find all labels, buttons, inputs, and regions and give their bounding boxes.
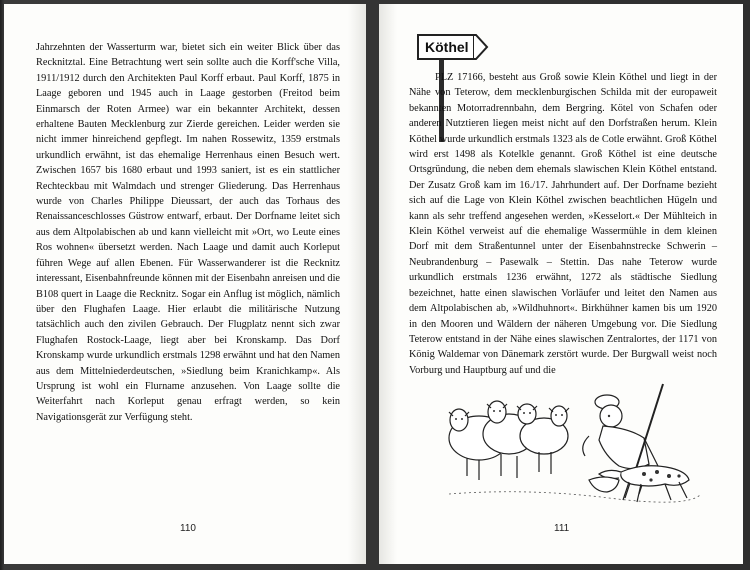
signpost-arrow-icon bbox=[473, 34, 489, 60]
sheep-hunter-dog-illustration bbox=[439, 376, 709, 506]
right-paragraph: PLZ 17166, besteht aus Groß sowie Klein Köthel und liegt in der Nähe von Teterow, dem mecklenburgischen Schilda mit der europaweit bekannten Motorradrennbahn, dem Bergring. Kötel von Schafen oder anderen Nutztieren liegen meist nicht auf den Dorfstraßen herum. Klein Köthel wurde urkundlich erstmals 1323 als de Cotle erwähnt. Groß Köthel wird erst 1498 als Kotelkle genannt. Groß Köthel ist eine deutsche Ortsgründung, die neben dem ehemals slawischen Klein Köthel entstand. Der Zusatz Groß kam im 16./17. Jahrhundert auf. Der Dorfname bezieht sich auf die Lage von Klein Köthel zwischen beachtlichen Hügeln und kann als sehr treffend angesehen werden, »Kesselort.« Der Mühlteich in Klein Köthel verweist auf die ehemalige Wassermühle in dem kleinen Dorf mit dem Straßentunnel unter der Eisenbahnstrecke Schwerin – Neubrandenburg – Pasewalk – Stettin. Das nahe Teterow wurde urkundlich erstmals 1236 erwähnt, 1272 als städtische Siedlung bezeichnet, hatte einen slawischen Vorläufer und leitet den Namen aus dem Altpolabischen ab, »Wildhuhnort«. Birkhühner kamen bis um 1920 in den Mooren und Wäldern der näheren Umgebung vor. Die Siedlung Teterow entstand in der Nähe eines slawischen Zentralortes, der 1171 von König Waldemar von Dänemark zerstört wurde. Der Burgwall weist noch Vorburg und Hauptburg auf und die bbox=[409, 72, 717, 376]
left-page bbox=[4, 4, 366, 564]
left-page-text bbox=[36, 40, 340, 425]
page-number-right: 111 bbox=[554, 523, 570, 534]
right-page-text bbox=[409, 70, 717, 378]
section-title: Köthel bbox=[417, 34, 475, 60]
right-page bbox=[379, 4, 743, 564]
page-number-left: 110 bbox=[180, 523, 196, 534]
left-paragraph: Jahrzehnten der Wasserturm war, bietet sich ein weiter Blick über das Recknitztal. Eine Betrachtung wert sein sollte auch die Korff'sche Villa, 1911/1912 durch den Architekten Paul Korff erbaut. Paul Korff, 1875 in Laage geboren und 1945 auch in Laage gestorben (Freitod beim Einmarsch der Roten Armee) war ein bekannter Architekt, dessen erhaltene Bauten Mecklenburg zur Zierde gereichen. Leider werden sie nicht immer hinreichend gepflegt. Im nahen Rossewitz, 1359 erstmals urkundlich erwähnt, ist das ehemalige Herrenhaus einen Besuch wert. Zwischen 1657 bis 1680 erbaut und 1993 saniert, ist es ein stattlicher Rechteckbau mit Walmdach und strenger Gliederung. Das Herrenhaus wurde von Charles Philippe Dieussart, der auch das Torhaus des Renaissanceschlosses Güstrow entwarf, erbaut. Der Dorfname leitet sich aus dem Altpolabischen ab und kann vielleicht mit »Ort, wo Leute eines Ros wohnen« übersetzt werden. Nach Laage und damit auch Korleput führen Wege auf allen Ebenen. Für Wasserwanderer ist die Recknitz interessant, Eisenbahnfreunde können mit der Eisenbahn anreisen und die B108 quert in Laage die Recknitz. Sogar ein Anflug ist möglich, nämlich über den Flughafen Laage. Hier erlaubt die militärische Nutzung tatsächlich auch den zivilen Gebrauch. Der Flugplatz nennt sich zwar Flughafen Rostock-Laage, liegt aber bei Kronskamp. Das Dorf Kronskamp wurde urkundlich erstmals 1298 erwähnt und hat den Namen aus dem Mittelniederdeutschen, »Siedlung beim Kranichkamp«. Als Ursprung ist wohl ein Flurname anzusehen. Von Laage sollte die Weiterfahrt nach Korleput genau erfragt werden, so kein Navigationsgerät zur Verfügung steht. bbox=[36, 42, 340, 423]
